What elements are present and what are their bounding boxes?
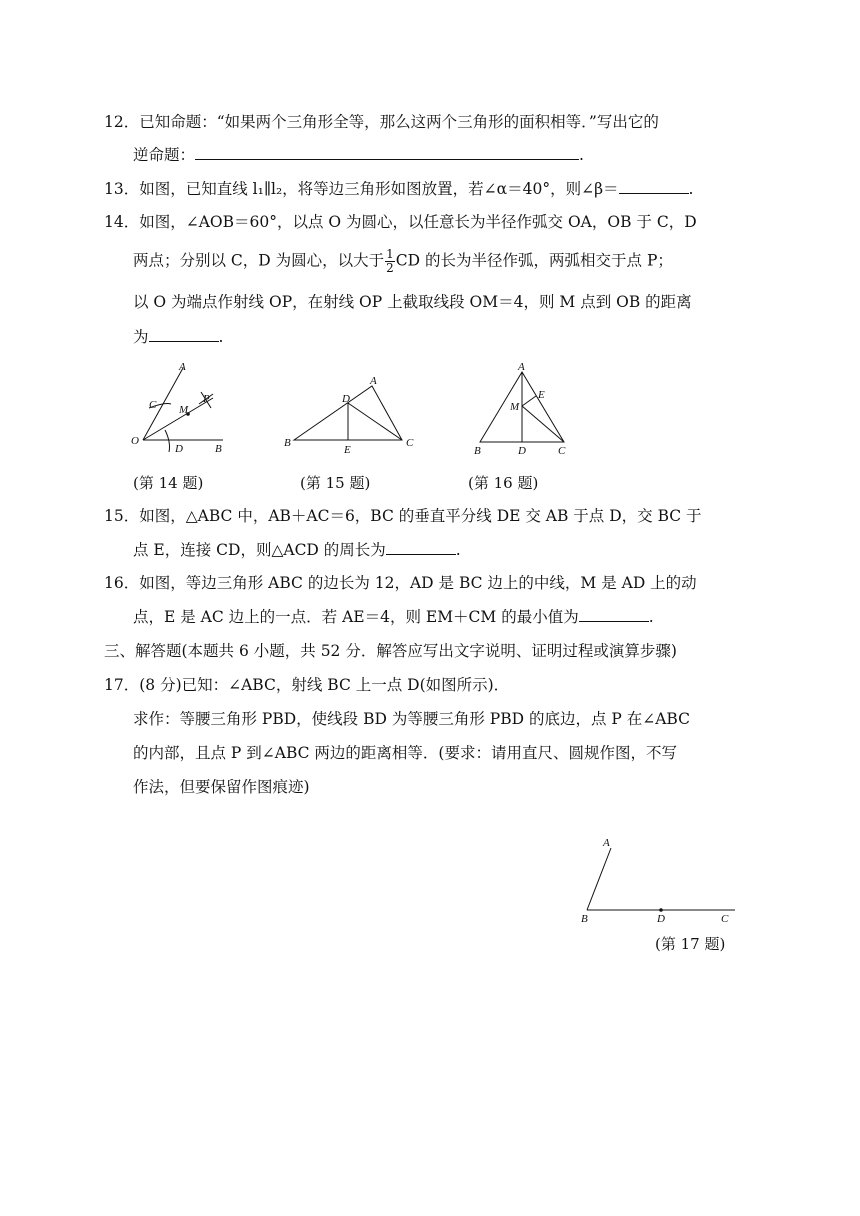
q13-line bbox=[104, 177, 693, 201]
figure-17 bbox=[575, 832, 740, 932]
label-d: D bbox=[518, 445, 526, 457]
q17-line2: 求作：等腰三角形 PBD，使线段 BD 为等腰三角形 PBD 的底边，点 P 在∠ABC bbox=[133, 710, 690, 728]
q12-converse-label: 逆命题： bbox=[133, 146, 196, 164]
q17-number: 17． bbox=[104, 676, 140, 694]
q14-text-2b: CD 的长为半径作弧，两弧相交于点 P； bbox=[395, 251, 673, 270]
caption-fig15: (第 15 题) bbox=[300, 474, 371, 492]
q16-text-1: 如图，等边三角形 ABC 的边长为 12，AD 是 BC 边上的中线，M 是 AD 上的动 bbox=[139, 574, 697, 592]
q14-text-1: 如图，∠AOB＝60°，以点 O 为圆心，以任意长为半径作弧交 OA，OB 于 C，D bbox=[139, 213, 697, 231]
label-b: B bbox=[215, 443, 222, 455]
label-m: M bbox=[510, 401, 520, 413]
label-a: A bbox=[370, 375, 377, 387]
label-b: B bbox=[474, 445, 481, 457]
figure-16 bbox=[468, 358, 578, 458]
q15-line1 bbox=[104, 504, 702, 528]
q15-line2 bbox=[133, 538, 461, 562]
q17-line4: 作法，但要保留作图痕迹) bbox=[133, 778, 310, 796]
q12-period: . bbox=[579, 146, 584, 164]
segment-mc bbox=[522, 406, 564, 442]
label-b: B bbox=[284, 437, 291, 449]
q13-answer-blank bbox=[619, 177, 689, 194]
label-c: C bbox=[558, 445, 566, 457]
q17-text-1: (8 分)已知：∠ABC，射线 BC 上一点 D(如图所示)． bbox=[139, 676, 510, 694]
q14-number: 14． bbox=[104, 213, 140, 231]
point-d bbox=[659, 908, 663, 912]
label-d: D bbox=[657, 913, 665, 925]
q14-text-2a: 两点；分别以 C，D 为圆心，以大于 bbox=[133, 251, 385, 270]
label-e: E bbox=[538, 389, 545, 401]
q14-line4 bbox=[133, 325, 223, 349]
segment-cd bbox=[348, 403, 402, 440]
q15-answer-blank bbox=[386, 538, 456, 555]
q14-line1 bbox=[104, 210, 697, 234]
q13-period: . bbox=[688, 180, 694, 198]
label-b: B bbox=[581, 913, 588, 925]
q16-text-2: 点，E 是 AC 边上的一点．若 AE＝4，则 EM＋CM 的最小值为 bbox=[133, 608, 579, 626]
q16-period: . bbox=[648, 608, 654, 626]
label-c: C bbox=[721, 913, 729, 925]
label-d: D bbox=[342, 393, 350, 405]
fraction-numerator: 1 bbox=[386, 247, 394, 261]
q17-line1 bbox=[104, 673, 509, 697]
q16-number: 16． bbox=[104, 574, 140, 592]
q14-fraction bbox=[385, 248, 395, 275]
q16-line2 bbox=[133, 605, 654, 629]
figure-15 bbox=[280, 372, 420, 458]
q13-number: 13． bbox=[104, 180, 140, 198]
q12-number: 12． bbox=[104, 113, 140, 131]
q14-period: . bbox=[218, 328, 224, 346]
q14-line3 bbox=[133, 290, 692, 314]
q12-text: 已知命题：“如果两个三角形全等，那么这两个三角形的面积相等．”写出它的 bbox=[139, 113, 659, 131]
caption-fig16: (第 16 题) bbox=[468, 474, 539, 492]
label-c: C bbox=[406, 437, 414, 449]
q14-text-3: 以 O 为端点作射线 OP，在射线 OP 上截取线段 OM＝4，则 M 点到 OB 的距离 bbox=[133, 293, 692, 311]
q14-answer-blank bbox=[149, 325, 219, 342]
arc-d bbox=[165, 430, 170, 452]
caption-fig14: (第 14 题) bbox=[133, 474, 204, 492]
q16-answer-blank bbox=[579, 605, 649, 622]
q15-period: . bbox=[455, 541, 461, 559]
q14-line2 bbox=[133, 248, 673, 275]
ray-ba bbox=[587, 848, 611, 910]
label-o: O bbox=[131, 435, 139, 447]
label-e: E bbox=[344, 444, 351, 456]
figure-14 bbox=[125, 358, 235, 458]
q16-line1 bbox=[104, 571, 697, 595]
segment-me bbox=[522, 396, 536, 406]
label-c: C bbox=[149, 399, 157, 411]
label-p: P bbox=[203, 393, 210, 405]
label-a: A bbox=[603, 837, 610, 849]
section-heading: 三、解答题(本题共 6 小题，共 52 分．解答应写出文字说明、证明过程或演算步骤) bbox=[104, 642, 677, 660]
label-m: M bbox=[179, 404, 189, 416]
q15-number: 15． bbox=[104, 507, 140, 525]
q12-answer-blank bbox=[195, 143, 579, 160]
fraction-denominator: 2 bbox=[386, 261, 394, 275]
caption-fig17: (第 17 题) bbox=[655, 935, 726, 953]
q15-text-2: 点 E，连接 CD，则△ACD 的周长为 bbox=[133, 541, 386, 559]
label-a: A bbox=[179, 361, 186, 373]
q15-text-1: 如图，△ABC 中，AB＋AC＝6，BC 的垂直平分线 DE 交 AB 于点 D，交 BC 于 bbox=[139, 507, 702, 525]
q12-line2 bbox=[133, 143, 584, 167]
q13-text: 如图，已知直线 l₁∥l₂，将等边三角形如图放置，若∠α＝40°，则∠β＝ bbox=[139, 180, 619, 198]
q14-text-4: 为 bbox=[133, 328, 149, 346]
q17-line3: 的内部，且点 P 到∠ABC 两边的距离相等．(要求：请用直尺、圆规作图，不写 bbox=[133, 744, 677, 762]
q12-line1 bbox=[104, 110, 659, 134]
label-a: A bbox=[518, 361, 525, 373]
label-d: D bbox=[175, 443, 183, 455]
